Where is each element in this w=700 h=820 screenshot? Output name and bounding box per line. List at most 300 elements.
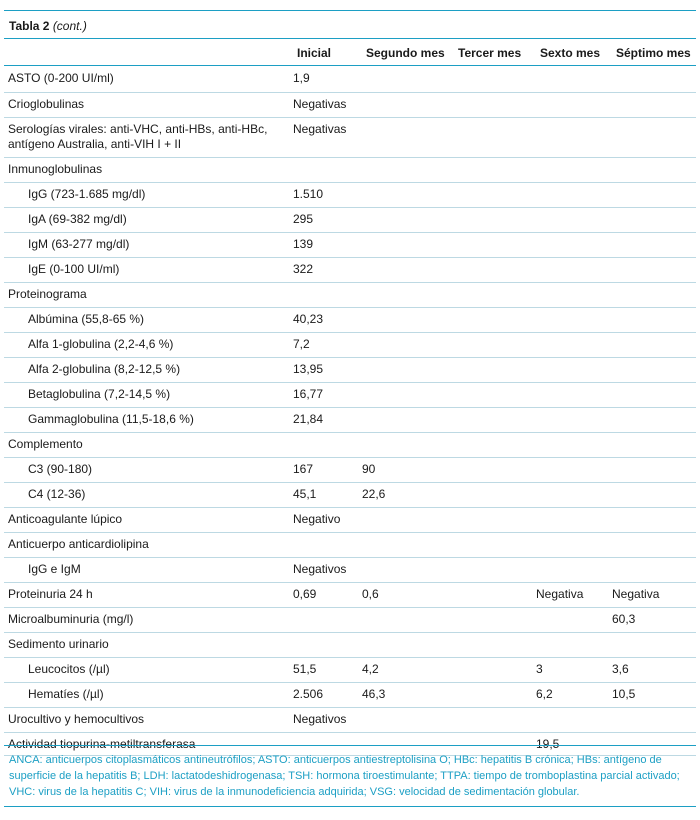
cell-value: [612, 308, 696, 312]
cell-value: [536, 358, 612, 362]
row-label: [4, 582, 293, 607]
column-header-row: [0, 43, 700, 63]
cell-septimo-mes: [612, 157, 696, 182]
cell-segundo-mes: [362, 117, 454, 157]
cell-value: [362, 533, 454, 537]
cell-value: Negativa: [536, 586, 584, 601]
cell-septimo-mes: [612, 382, 696, 407]
cell-septimo-mes: [612, 432, 696, 457]
cell-value: [454, 483, 536, 487]
cell-value: 45,1: [293, 486, 317, 501]
cell-segundo-mes: [362, 157, 454, 182]
cell-value: [362, 208, 454, 212]
cell-value: [612, 633, 696, 637]
cell-tercer-mes: [454, 707, 536, 732]
cell-inicial: [293, 557, 362, 582]
cell-inicial: [293, 307, 362, 332]
cell-tercer-mes: [454, 532, 536, 557]
row-label-text: Actividad tiopurina-metiltransferasa: [8, 736, 196, 751]
row-label-text: Sedimento urinario: [8, 636, 109, 651]
cell-value: [454, 283, 536, 287]
row-label: [4, 607, 293, 632]
cell-value: [536, 333, 612, 337]
cell-value: [454, 558, 536, 562]
cell-segundo-mes: [362, 582, 454, 607]
cell-inicial: [293, 532, 362, 557]
cell-value: [362, 118, 454, 122]
table-row: [4, 382, 696, 407]
cell-value: [612, 258, 696, 262]
cell-inicial: [293, 357, 362, 382]
row-label: [4, 382, 293, 407]
cell-inicial: [293, 117, 362, 157]
cell-value: 295: [293, 211, 314, 226]
cell-sexto-mes: [536, 282, 612, 307]
cell-inicial: [293, 257, 362, 282]
row-label: [4, 657, 293, 682]
table-row: [4, 407, 696, 432]
row-label: [4, 532, 293, 557]
cell-inicial: [293, 92, 362, 117]
cell-septimo-mes: [612, 207, 696, 232]
table-row: [4, 282, 696, 307]
cell-value: 40,23: [293, 311, 324, 326]
cell-value: [536, 533, 612, 537]
row-label: [4, 257, 293, 282]
cell-tercer-mes: [454, 582, 536, 607]
cell-septimo-mes: [612, 182, 696, 207]
bottom-rule: [4, 745, 696, 746]
cell-value: [362, 433, 454, 437]
cell-segundo-mes: [362, 457, 454, 482]
cell-value: [536, 433, 612, 437]
cell-value: [454, 408, 536, 412]
cell-tercer-mes: [454, 92, 536, 117]
table-row: [4, 632, 696, 657]
footnote-rule: [4, 806, 696, 807]
row-label: [4, 232, 293, 257]
cell-value: [362, 183, 454, 187]
table-row: [4, 307, 696, 332]
cell-tercer-mes: [454, 207, 536, 232]
cell-septimo-mes: [612, 67, 696, 92]
cell-value: [454, 233, 536, 237]
cell-septimo-mes: [612, 657, 696, 682]
cell-sexto-mes: [536, 92, 612, 117]
cell-value: 60,3: [612, 611, 636, 626]
cell-value: [362, 383, 454, 387]
cell-value: [362, 608, 454, 612]
table-row: [4, 207, 696, 232]
cell-inicial: [293, 582, 362, 607]
cell-value: [612, 183, 696, 187]
column-header-septimo-mes: Séptimo mes: [616, 46, 691, 60]
cell-value: [454, 158, 536, 162]
cell-sexto-mes: [536, 382, 612, 407]
row-label: [4, 282, 293, 307]
cell-value: 13,95: [293, 361, 324, 376]
cell-value: [536, 93, 612, 97]
cell-value: 6,2: [536, 686, 553, 701]
cell-value: 19,5: [536, 736, 560, 751]
cell-value: 16,77: [293, 386, 324, 401]
cell-value: 1,9: [293, 71, 310, 85]
cell-septimo-mes: [612, 332, 696, 357]
cell-segundo-mes: [362, 482, 454, 507]
cell-value: [536, 633, 612, 637]
cell-value: [536, 458, 612, 462]
row-label-text: Betaglobulina (7,2-14,5 %): [28, 386, 171, 401]
lab-results-table: [4, 67, 696, 756]
cell-value: [454, 67, 536, 71]
row-label-text: Anticoagulante lúpico: [8, 511, 123, 526]
cell-sexto-mes: [536, 557, 612, 582]
table-row: [4, 532, 696, 557]
cell-segundo-mes: [362, 557, 454, 582]
cell-value: [454, 658, 536, 662]
cell-value: 322: [293, 261, 314, 276]
row-label-text: Leucocitos (/µl): [28, 661, 110, 676]
cell-inicial: [293, 232, 362, 257]
row-label: [4, 407, 293, 432]
cell-segundo-mes: [362, 632, 454, 657]
cell-value: [454, 93, 536, 97]
top-rule: [4, 10, 696, 11]
row-label-text: ASTO (0-200 UI/ml): [8, 71, 114, 85]
cell-value: [454, 118, 536, 122]
table-title: [9, 18, 87, 34]
cell-value: [362, 558, 454, 562]
row-label-text: Proteinograma: [8, 286, 87, 301]
cell-sexto-mes: [536, 682, 612, 707]
table-row: [4, 582, 696, 607]
row-label-text: IgG (723-1.685 mg/dl): [28, 186, 146, 201]
cell-segundo-mes: [362, 282, 454, 307]
cell-value: [293, 158, 362, 162]
row-label: [4, 707, 293, 732]
cell-segundo-mes: [362, 607, 454, 632]
table-row: [4, 232, 696, 257]
cell-inicial: [293, 432, 362, 457]
row-label-text: Alfa 2-globulina (8,2-12,5 %): [28, 361, 181, 376]
row-label-text: Serologías virales: anti-VHC, anti-HBs, anti-HBc,: [8, 121, 268, 136]
table-row: [4, 707, 696, 732]
cell-value: [612, 333, 696, 337]
row-label: [4, 357, 293, 382]
cell-value: [454, 533, 536, 537]
cell-septimo-mes: [612, 282, 696, 307]
row-label-text: Inmunoglobulinas: [8, 161, 103, 176]
cell-value: 7,2: [293, 336, 310, 351]
cell-sexto-mes: [536, 257, 612, 282]
cell-value: [612, 483, 696, 487]
table-title-italic: (cont.): [52, 19, 87, 33]
cell-value: [454, 258, 536, 262]
cell-value: [293, 283, 362, 287]
cell-value: [454, 333, 536, 337]
cell-value: [536, 118, 612, 122]
table-row: [4, 67, 696, 92]
cell-value: [454, 308, 536, 312]
cell-value: [454, 383, 536, 387]
cell-value: [454, 633, 536, 637]
cell-sexto-mes: [536, 457, 612, 482]
cell-inicial: [293, 607, 362, 632]
cell-value: [536, 608, 612, 612]
cell-sexto-mes: [536, 607, 612, 632]
cell-septimo-mes: [612, 457, 696, 482]
cell-septimo-mes: [612, 257, 696, 282]
cell-segundo-mes: [362, 507, 454, 532]
cell-tercer-mes: [454, 432, 536, 457]
row-label: [4, 182, 293, 207]
cell-septimo-mes: [612, 532, 696, 557]
cell-value: [536, 483, 612, 487]
row-label: [4, 92, 293, 117]
cell-inicial: [293, 707, 362, 732]
cell-sexto-mes: [536, 67, 612, 92]
cell-sexto-mes: [536, 632, 612, 657]
cell-value: [612, 233, 696, 237]
table-title-bold: Tabla 2: [9, 19, 50, 33]
row-label: [4, 307, 293, 332]
cell-tercer-mes: [454, 457, 536, 482]
column-header-inicial: Inicial: [297, 46, 332, 60]
cell-tercer-mes: [454, 282, 536, 307]
cell-sexto-mes: [536, 332, 612, 357]
cell-value: [362, 258, 454, 262]
row-label-text: C4 (12-36): [28, 486, 86, 501]
row-label-text: Complemento: [8, 436, 83, 451]
cell-value: [454, 708, 536, 712]
cell-value: 1.510: [293, 186, 324, 201]
cell-value: [536, 233, 612, 237]
cell-value: [362, 233, 454, 237]
cell-segundo-mes: [362, 357, 454, 382]
table-row: [4, 557, 696, 582]
cell-sexto-mes: [536, 532, 612, 557]
cell-sexto-mes: [536, 582, 612, 607]
cell-inicial: [293, 407, 362, 432]
table-row: [4, 92, 696, 117]
cell-value: [293, 433, 362, 437]
cell-value: [362, 708, 454, 712]
cell-value: [454, 683, 536, 687]
row-label-text: IgE (0-100 UI/ml): [28, 261, 120, 276]
title-rule: [4, 38, 696, 39]
cell-value: 0,69: [293, 586, 317, 601]
row-label: [4, 507, 293, 532]
row-label-text: Anticuerpo anticardiolipina: [8, 536, 149, 551]
table-row: [4, 257, 696, 282]
row-label-text: Proteinuria 24 h: [8, 586, 93, 601]
cell-septimo-mes: [612, 307, 696, 332]
cell-septimo-mes: [612, 232, 696, 257]
cell-inicial: [293, 332, 362, 357]
table-row: [4, 682, 696, 707]
cell-value: 21,84: [293, 411, 324, 426]
cell-septimo-mes: [612, 482, 696, 507]
row-label-text: IgM (63-277 mg/dl): [28, 236, 130, 251]
cell-value: [454, 508, 536, 512]
cell-segundo-mes: [362, 532, 454, 557]
row-label: [4, 332, 293, 357]
cell-value: Negativos: [293, 561, 347, 576]
cell-inicial: [293, 182, 362, 207]
cell-inicial: [293, 657, 362, 682]
cell-tercer-mes: [454, 307, 536, 332]
cell-septimo-mes: [612, 707, 696, 732]
cell-sexto-mes: [536, 357, 612, 382]
cell-septimo-mes: [612, 92, 696, 117]
cell-value: [362, 358, 454, 362]
cell-segundo-mes: [362, 382, 454, 407]
table-row: [4, 457, 696, 482]
cell-tercer-mes: [454, 357, 536, 382]
cell-segundo-mes: [362, 232, 454, 257]
row-label: [4, 207, 293, 232]
cell-inicial: [293, 457, 362, 482]
row-label: [4, 67, 293, 92]
cell-segundo-mes: [362, 682, 454, 707]
cell-tercer-mes: [454, 157, 536, 182]
cell-sexto-mes: [536, 207, 612, 232]
cell-value: [612, 408, 696, 412]
cell-value: [612, 67, 696, 71]
cell-value: Negativa: [612, 586, 660, 601]
cell-value: [454, 733, 536, 737]
cell-value: [612, 93, 696, 97]
cell-value: [293, 533, 362, 537]
cell-value: Negativo: [293, 511, 341, 526]
cell-value: [536, 308, 612, 312]
cell-value: 51,5: [293, 661, 317, 676]
cell-value: [293, 733, 362, 737]
row-label: [4, 482, 293, 507]
cell-value: [454, 183, 536, 187]
row-label: [4, 557, 293, 582]
cell-septimo-mes: [612, 582, 696, 607]
cell-inicial: [293, 157, 362, 182]
row-label: [4, 117, 293, 157]
cell-segundo-mes: [362, 257, 454, 282]
cell-tercer-mes: [454, 632, 536, 657]
cell-sexto-mes: [536, 232, 612, 257]
cell-tercer-mes: [454, 117, 536, 157]
cell-value: [362, 508, 454, 512]
cell-segundo-mes: [362, 307, 454, 332]
cell-value: 10,5: [612, 686, 636, 701]
cell-value: [612, 383, 696, 387]
cell-sexto-mes: [536, 432, 612, 457]
cell-tercer-mes: [454, 507, 536, 532]
row-label-text: Albúmina (55,8-65 %): [28, 311, 145, 326]
cell-value: [612, 358, 696, 362]
cell-value: 3,6: [612, 661, 629, 676]
cell-value: [362, 408, 454, 412]
cell-inicial: [293, 482, 362, 507]
cell-value: [612, 118, 696, 122]
row-label-text: Gammaglobulina (11,5-18,6 %): [28, 411, 194, 426]
cell-value: 3: [536, 661, 543, 676]
cell-inicial: [293, 207, 362, 232]
cell-sexto-mes: [536, 657, 612, 682]
cell-inicial: [293, 67, 362, 92]
cell-segundo-mes: [362, 92, 454, 117]
cell-value: [454, 208, 536, 212]
cell-value: [536, 708, 612, 712]
cell-value: 46,3: [362, 686, 386, 701]
cell-tercer-mes: [454, 382, 536, 407]
cell-value: [454, 358, 536, 362]
column-header-tercer-mes: Tercer mes: [458, 46, 522, 60]
row-label: [4, 157, 293, 182]
table-row: [4, 157, 696, 182]
table-row: [4, 507, 696, 532]
row-label-text: C3 (90-180): [28, 461, 93, 476]
cell-septimo-mes: [612, 557, 696, 582]
row-label-text: IgA (69-382 mg/dl): [28, 211, 127, 226]
cell-segundo-mes: [362, 407, 454, 432]
cell-septimo-mes: [612, 682, 696, 707]
cell-value: [536, 283, 612, 287]
cell-tercer-mes: [454, 682, 536, 707]
row-label-text: Crioglobulinas: [8, 96, 85, 111]
cell-value: [612, 508, 696, 512]
cell-value: [536, 158, 612, 162]
cell-value: [536, 558, 612, 562]
cell-sexto-mes: [536, 707, 612, 732]
cell-septimo-mes: [612, 507, 696, 532]
cell-value: [536, 508, 612, 512]
cell-value: [612, 708, 696, 712]
cell-segundo-mes: [362, 332, 454, 357]
row-label-text: Alfa 1-globulina (2,2-4,6 %): [28, 336, 174, 351]
cell-value: [612, 283, 696, 287]
cell-segundo-mes: [362, 707, 454, 732]
table-footnote: ANCA: anticuerpos citoplasmáticos antineutrófilos; ASTO: anticuerpos antiestreptolisina O; HBc: hepatitis B crónica; HBs: antígeno de superficie de la hepatitis B; LDH: lactatodeshidrogenasa; TSH: hormona tiroestimulante; TTPA: tiempo de tromboplastina parcial activado; VHC: virus de la hepatitis C; VIH: virus de la inmunodeficiencia adquirida; VSG: velocidad de sedimentación globular.: [9, 754, 680, 798]
cell-value: [612, 533, 696, 537]
cell-tercer-mes: [454, 257, 536, 282]
cell-value: [362, 93, 454, 97]
cell-value: [612, 208, 696, 212]
cell-tercer-mes: [454, 657, 536, 682]
cell-value: [536, 383, 612, 387]
cell-value: [536, 183, 612, 187]
header-rule: [4, 65, 696, 66]
row-label-text: Hematíes (/µl): [28, 686, 104, 701]
cell-value: [454, 583, 536, 587]
cell-sexto-mes: [536, 407, 612, 432]
cell-value: [612, 458, 696, 462]
cell-value: [362, 333, 454, 337]
cell-inicial: [293, 632, 362, 657]
cell-value: [536, 408, 612, 412]
cell-value: [536, 208, 612, 212]
cell-value: [362, 158, 454, 162]
cell-value: [612, 158, 696, 162]
row-label: [4, 432, 293, 457]
cell-value: 2.506: [293, 686, 324, 701]
row-label: [4, 632, 293, 657]
cell-value: 139: [293, 236, 314, 251]
cell-segundo-mes: [362, 207, 454, 232]
table-row: [4, 332, 696, 357]
cell-septimo-mes: [612, 607, 696, 632]
cell-value: Negativas: [293, 96, 347, 111]
table-body: [4, 67, 696, 755]
cell-value: [293, 633, 362, 637]
